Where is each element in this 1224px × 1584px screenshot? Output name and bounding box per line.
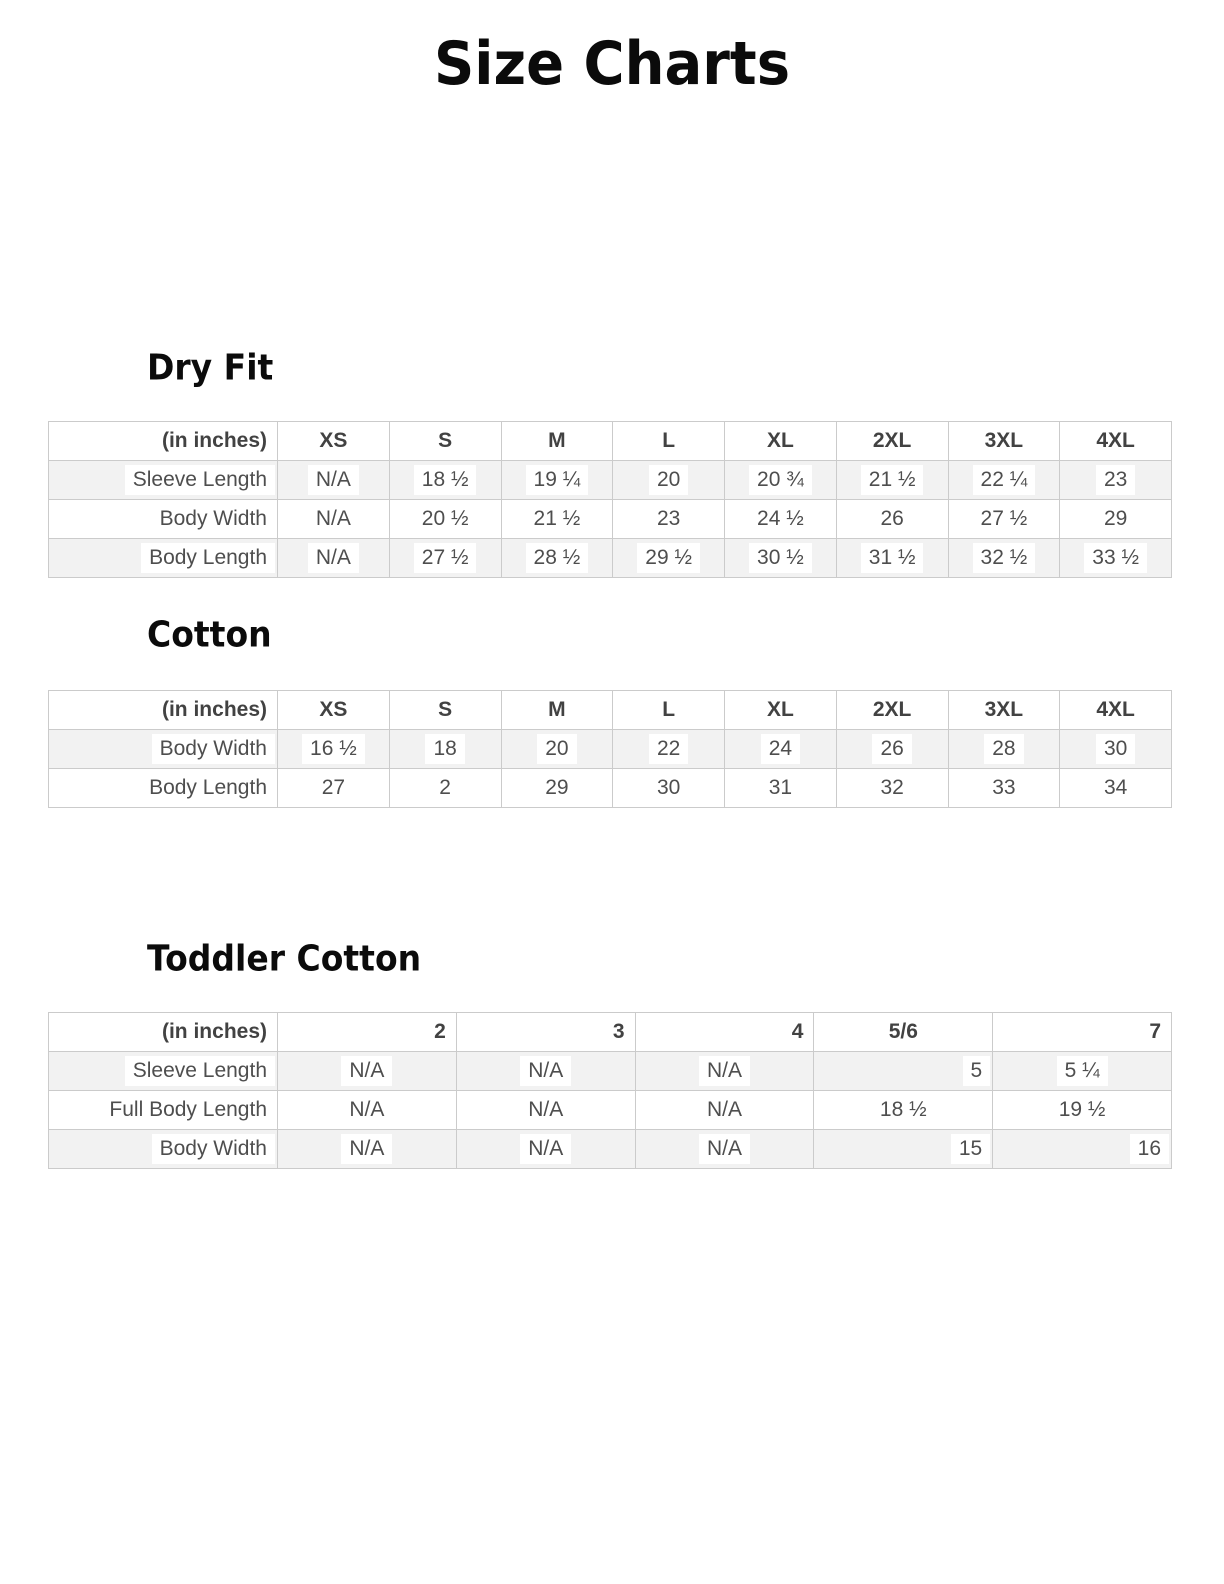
column-header [993, 1013, 1172, 1052]
table-cell [49, 1130, 278, 1169]
table-cell [725, 461, 837, 500]
table-cell [613, 730, 725, 769]
cell-text: 27 ½ [973, 504, 1036, 534]
table-cell [613, 769, 725, 808]
table-cell [49, 1091, 278, 1130]
column-header [278, 422, 390, 461]
table-cell [278, 1130, 457, 1169]
cell-text: 33 [984, 773, 1023, 803]
table-cell [501, 461, 613, 500]
table-cell [49, 1052, 278, 1091]
cell-text: M [540, 426, 574, 456]
cell-text: 21 ½ [526, 504, 589, 534]
cell-text: 29 ½ [637, 543, 700, 573]
table-cell [836, 769, 948, 808]
cell-text: 32 ½ [973, 543, 1036, 573]
cell-text: XL [759, 695, 802, 725]
page-title: Size Charts [433, 30, 791, 99]
cell-text: 5 ¼ [1057, 1056, 1108, 1086]
column-header [1060, 691, 1172, 730]
table-row [49, 769, 1172, 808]
cell-text: 26 [872, 734, 911, 764]
table-cell [49, 500, 278, 539]
column-header [501, 691, 613, 730]
table-cell [501, 730, 613, 769]
column-header [49, 422, 278, 461]
cell-text: 3 [605, 1017, 633, 1047]
table-cell [501, 769, 613, 808]
cell-text: 30 [649, 773, 688, 803]
table-row [49, 539, 1172, 578]
table-cell [1060, 461, 1172, 500]
table-cell [725, 539, 837, 578]
table-cell [389, 539, 501, 578]
table-cell [278, 461, 390, 500]
column-header [501, 422, 613, 461]
cell-text: 2XL [865, 426, 920, 456]
toddler-cotton-size-table [48, 1012, 1172, 1169]
table-cell [993, 1130, 1172, 1169]
table-cell [389, 730, 501, 769]
table-cell [635, 1130, 814, 1169]
cell-text: 24 ½ [749, 504, 812, 534]
cell-text: XL [759, 426, 802, 456]
table-cell [49, 539, 278, 578]
cell-text: (in inches) [154, 695, 275, 725]
cell-text: N/A [341, 1056, 392, 1086]
table-cell [278, 769, 390, 808]
cell-text: 2 [431, 773, 459, 803]
table-cell [836, 500, 948, 539]
cell-text: N/A [308, 504, 359, 534]
dry-fit-size-table [48, 421, 1172, 578]
cell-text: 29 [537, 773, 576, 803]
table-cell [948, 461, 1060, 500]
table-cell [1060, 769, 1172, 808]
column-header [278, 691, 390, 730]
cell-text: XS [311, 426, 355, 456]
table-row [49, 1052, 1172, 1091]
cell-text: 27 [314, 773, 353, 803]
table-cell [635, 1052, 814, 1091]
table-cell [948, 539, 1060, 578]
table-cell [836, 539, 948, 578]
cell-text: Body Width [152, 504, 275, 534]
cell-text: 4 [784, 1017, 812, 1047]
cell-text: Full Body Length [101, 1095, 275, 1125]
table-cell [836, 461, 948, 500]
cell-text: 18 ½ [872, 1095, 935, 1125]
cell-text: 2 [426, 1017, 454, 1047]
cell-text: N/A [520, 1095, 571, 1125]
cell-text: 19 ½ [1051, 1095, 1114, 1125]
table-cell [948, 730, 1060, 769]
table-cell [725, 730, 837, 769]
column-header [49, 691, 278, 730]
cell-text: S [430, 426, 460, 456]
table-cell [1060, 730, 1172, 769]
cell-text: 31 [761, 773, 800, 803]
table-cell [278, 1052, 457, 1091]
cell-text: 28 [984, 734, 1023, 764]
column-header [725, 422, 837, 461]
cell-text: Body Length [141, 543, 275, 573]
cell-text: L [654, 426, 683, 456]
table-cell [501, 500, 613, 539]
table-cell [613, 461, 725, 500]
cell-text: 4XL [1088, 695, 1143, 725]
cell-text: N/A [520, 1056, 571, 1086]
table-cell [948, 500, 1060, 539]
section-heading-cotton: Cotton [147, 613, 272, 656]
cell-text: 22 [649, 734, 688, 764]
column-header [613, 691, 725, 730]
table-cell [993, 1052, 1172, 1091]
cell-text: 19 ¼ [526, 465, 589, 495]
cell-text: 16 [1130, 1134, 1169, 1164]
cell-text: 21 ½ [861, 465, 924, 495]
table-cell [49, 769, 278, 808]
cell-text: Body Width [152, 734, 275, 764]
cell-text: N/A [699, 1095, 750, 1125]
table-row [49, 500, 1172, 539]
table-cell [389, 500, 501, 539]
column-header [278, 1013, 457, 1052]
table-cell [49, 730, 278, 769]
cell-text: 3XL [977, 426, 1032, 456]
table-cell [1060, 500, 1172, 539]
cell-text: 29 [1096, 504, 1135, 534]
cell-text: 33 ½ [1084, 543, 1147, 573]
cotton-size-table [48, 690, 1172, 808]
column-header [456, 1013, 635, 1052]
table-cell [1060, 539, 1172, 578]
cell-text: Sleeve Length [125, 465, 275, 495]
table-row [49, 1091, 1172, 1130]
table-cell [456, 1130, 635, 1169]
cell-text: 24 [761, 734, 800, 764]
cell-text: 7 [1141, 1017, 1169, 1047]
table-cell [501, 539, 613, 578]
table-cell [814, 1052, 993, 1091]
column-header [836, 422, 948, 461]
cell-text: 23 [649, 504, 688, 534]
table-header-row [49, 691, 1172, 730]
column-header [814, 1013, 993, 1052]
column-header [1060, 422, 1172, 461]
column-header [948, 691, 1060, 730]
cell-text: 26 [872, 504, 911, 534]
column-header [613, 422, 725, 461]
cell-text: 20 ½ [414, 504, 477, 534]
cell-text: (in inches) [154, 1017, 275, 1047]
table-header-row [49, 422, 1172, 461]
cell-text: (in inches) [154, 426, 275, 456]
cell-text: 34 [1096, 773, 1135, 803]
cell-text: 20 [537, 734, 576, 764]
cell-text: N/A [520, 1134, 571, 1164]
cell-text: 32 [872, 773, 911, 803]
table-row [49, 1130, 1172, 1169]
table-cell [456, 1052, 635, 1091]
table-cell [389, 769, 501, 808]
column-header [49, 1013, 278, 1052]
table-cell [725, 500, 837, 539]
cell-text: 22 ¼ [973, 465, 1036, 495]
cell-text: 18 [425, 734, 464, 764]
cell-text: N/A [699, 1056, 750, 1086]
column-header [389, 691, 501, 730]
section-heading-toddler-cotton: Toddler Cotton [147, 937, 422, 980]
cell-text: 27 ½ [414, 543, 477, 573]
cell-text: Sleeve Length [125, 1056, 275, 1086]
table-cell [278, 1091, 457, 1130]
cell-text: 28 ½ [526, 543, 589, 573]
table-cell [836, 730, 948, 769]
cell-text: 20 ¾ [749, 465, 812, 495]
cell-text: Body Length [141, 773, 275, 803]
cell-text: L [654, 695, 683, 725]
cell-text: 16 ½ [302, 734, 365, 764]
cell-text: 23 [1096, 465, 1135, 495]
cell-text: N/A [699, 1134, 750, 1164]
cell-text: 20 [649, 465, 688, 495]
column-header [725, 691, 837, 730]
table-row [49, 730, 1172, 769]
cell-text: N/A [341, 1134, 392, 1164]
cell-text: 30 [1096, 734, 1135, 764]
table-cell [613, 539, 725, 578]
table-cell [49, 461, 278, 500]
cell-text: 5/6 [881, 1017, 926, 1047]
cell-text: 15 [951, 1134, 990, 1164]
cell-text: M [540, 695, 574, 725]
column-header [836, 691, 948, 730]
table-cell [993, 1091, 1172, 1130]
cell-text: 31 ½ [861, 543, 924, 573]
cell-text: 18 ½ [414, 465, 477, 495]
cell-text: S [430, 695, 460, 725]
cell-text: XS [311, 695, 355, 725]
table-cell [278, 730, 390, 769]
table-cell [635, 1091, 814, 1130]
cell-text: 2XL [865, 695, 920, 725]
cell-text: N/A [308, 465, 359, 495]
cell-text: N/A [308, 543, 359, 573]
table-cell [814, 1091, 993, 1130]
table-cell [278, 500, 390, 539]
table-header-row [49, 1013, 1172, 1052]
table-cell [456, 1091, 635, 1130]
table-cell [278, 539, 390, 578]
cell-text: N/A [341, 1095, 392, 1125]
table-cell [948, 769, 1060, 808]
column-header [389, 422, 501, 461]
cell-text: 4XL [1088, 426, 1143, 456]
cell-text: 5 [963, 1056, 991, 1086]
section-heading-dry-fit: Dry Fit [147, 346, 274, 389]
table-cell [814, 1130, 993, 1169]
table-row [49, 461, 1172, 500]
column-header [948, 422, 1060, 461]
table-cell [613, 500, 725, 539]
cell-text: 3XL [977, 695, 1032, 725]
cell-text: Body Width [152, 1134, 275, 1164]
table-cell [725, 769, 837, 808]
column-header [635, 1013, 814, 1052]
cell-text: 30 ½ [749, 543, 812, 573]
table-cell [389, 461, 501, 500]
